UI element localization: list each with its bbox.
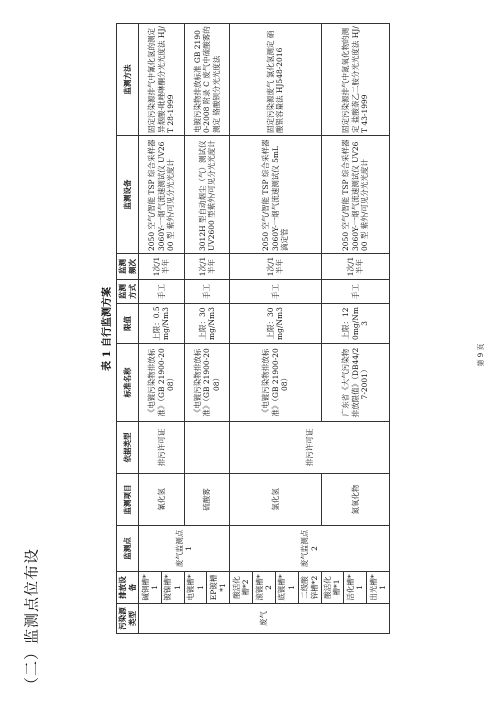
method-cell: 固定污染源排气中氰化氢的测定 异烟酸-吡唑啉酮分光光度法 HJ/T 28-1999 (139, 24, 185, 136)
device-cell: 二级酸锌槽*2 (298, 572, 321, 604)
header-cell: 监测频次 (117, 254, 139, 280)
device-cell: 酸活化槽*2 (230, 572, 253, 604)
freq-cell: 1次/1半年 (139, 254, 185, 280)
basis-cell: 排污许可证 (230, 422, 390, 474)
standard-cell: 《电镀污染物排放标准》（GB 21900-2008） (139, 344, 185, 422)
mode-cell: 手工 (321, 280, 390, 304)
header-cell: 限值 (117, 304, 139, 344)
header-row (117, 24, 139, 634)
header-cell: 监测设备 (117, 136, 139, 254)
device-cell: 出光槽*1 (367, 572, 390, 604)
header-cell: 排放设备 (117, 572, 139, 604)
limit-cell: 上限：30mg/Nm3 (230, 304, 321, 344)
item-cell: 氮氧化物 (321, 474, 390, 526)
header-cell: 监测方法 (117, 24, 139, 136)
device-cell: 滚镀槽*2 (253, 572, 276, 604)
header-cell: 监测项目 (117, 474, 139, 526)
item-cell: 硫酸雾 (184, 474, 230, 526)
mode-cell: 手工 (139, 280, 185, 304)
standard-cell: 《电镀污染物排放标准》（GB 21900-2008） (230, 344, 321, 422)
source-type-cell: 废气 (139, 604, 390, 634)
device-cell: EP镀槽*1 (207, 572, 230, 604)
point-cell: 废气监测点 1 (139, 526, 230, 572)
monitoring-table-container (100, 24, 390, 634)
header-cell: 污染源类型 (117, 604, 139, 634)
equipment-cell: 2050 空气/智能 TSP 综合采样器 3060Y-一烟气流速测试仪 UV2600 型 紫外/可见分光光度计 (321, 136, 390, 254)
table-row (230, 24, 253, 634)
section-heading: （二）监测点位布设 (22, 547, 41, 693)
standard-cell: 《电镀污染物排放标准》（GB 21900-2008） (184, 344, 230, 422)
limit-cell: 上限：30mg/Nm3 (184, 304, 230, 344)
limit-cell: 上限：120mg/Nm3 (321, 304, 390, 344)
mode-cell: 手工 (184, 280, 230, 304)
device-cell: 碱铜槽*1 (139, 572, 162, 604)
device-cell: 电镀槽*1 (184, 572, 207, 604)
header-cell: 标准名称 (117, 344, 139, 422)
monitoring-plan-table (116, 23, 390, 634)
header-cell: 监测方式 (117, 280, 139, 304)
method-cell: 固定污染源废气 氯化氢测定 硝酸银容量法 HJ548-2016 (230, 24, 321, 136)
freq-cell: 1次/1半年 (321, 254, 390, 280)
page-number: 第 9 页 (477, 343, 485, 367)
item-cell: 氯化氢 (230, 474, 321, 526)
method-cell: 固定污染源排气中氮氧化物的测定 盐酸萘乙二胺分光光度法 HJ/T 43-1999 (321, 24, 390, 136)
limit-cell: 上限：0.5mg/Nm3 (139, 304, 185, 344)
equipment-cell: 2050 空气/智能 TSP 综合采样器 3060Y-一烟气流速测试仪 UV2600 型 紫外/可见分光光度计 (139, 136, 185, 254)
device-cell: 镀镍槽*1 (161, 572, 184, 604)
basis-cell (184, 422, 230, 474)
freq-cell: 1次/1半年 (230, 254, 321, 280)
header-cell: 监测点 (117, 526, 139, 572)
standard-cell: 广东省《大气污染物排放限值》（DB44/27-2001） (321, 344, 390, 422)
device-cell: 底镀槽*1 (275, 572, 298, 604)
method-cell: 电镀污染物排放标准 GB 21900-2008 附录 C 废气中硫酸雾的测定 铬酸钡分光光度法 (184, 24, 230, 136)
equipment-cell: 3012H 型自动烟尘（气）测试仪 UV2600 型紫外/可见分光光度计 (184, 136, 230, 254)
equipment-cell: 2050 空气/智能 TSP 综合采样器 3060Y-一烟气流速测试仪 5mL 滴定管 (230, 136, 321, 254)
item-cell: 氰化氢 (139, 474, 185, 526)
point-cell: 废气监测点 2 (230, 526, 390, 572)
freq-cell: 1次/1半年 (184, 254, 230, 280)
header-cell: 依据类型 (117, 422, 139, 474)
table-row (139, 24, 162, 634)
table-title: 表 1 自行监测方案 (102, 287, 113, 371)
device-cell: 酸活化槽*1 (321, 572, 344, 604)
basis-cell: 排污许可证 (139, 422, 185, 474)
mode-cell: 手工 (230, 280, 321, 304)
device-cell: 活化槽*1 (344, 572, 367, 604)
